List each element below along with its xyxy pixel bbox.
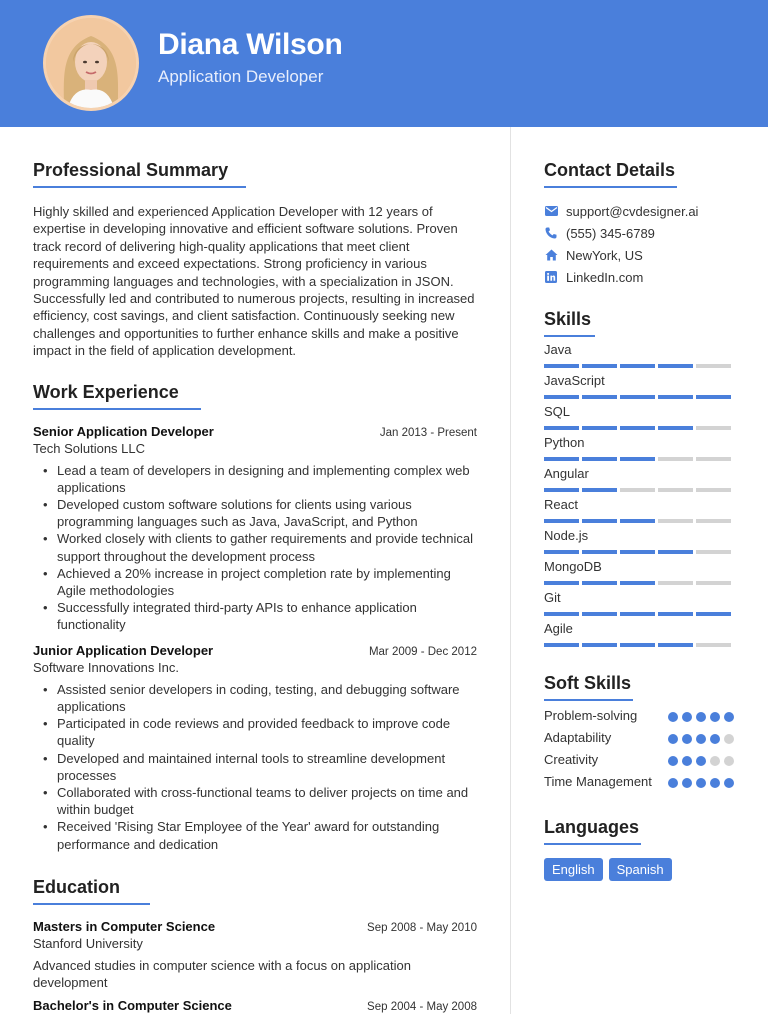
skill-level-bar	[544, 643, 733, 647]
skill-level-segment	[544, 426, 579, 430]
skill-level-segment	[582, 581, 617, 585]
soft-skill-row	[544, 751, 734, 769]
skills-heading: Skills	[544, 309, 595, 337]
skill-level-segment	[544, 643, 579, 647]
skill-level-segment	[658, 550, 693, 554]
skill-row	[544, 435, 734, 461]
skill-level-segment	[620, 395, 655, 399]
skill-row	[544, 404, 734, 430]
skill-level-segment	[658, 426, 693, 430]
bullet-item: • Lead a team of developers in designing and implementing complex web applications	[33, 462, 477, 496]
skill-level-segment	[620, 519, 655, 523]
rating-dot	[724, 756, 734, 766]
skill-level-segment	[620, 426, 655, 430]
skill-level-segment	[658, 519, 693, 523]
skill-level-segment	[582, 550, 617, 554]
soft-skill-row	[544, 707, 734, 725]
skill-level-bar	[544, 581, 733, 585]
candidate-name: Diana Wilson	[158, 28, 343, 61]
skill-name: MongoDB	[544, 559, 602, 574]
education-entry	[33, 998, 477, 1013]
soft-skill-name: Problem-solving	[544, 708, 638, 723]
skill-level-segment	[696, 612, 731, 616]
skill-level-bar	[544, 550, 733, 554]
skill-level-segment	[582, 364, 617, 368]
bullet-item: • Worked closely with clients to gather requirements and provide technical support throughout the development process	[33, 530, 477, 564]
languages-list	[544, 858, 734, 881]
skill-name: Node.js	[544, 528, 589, 543]
skill-level-segment	[620, 581, 655, 585]
job-date: Jan 2013 - Present	[379, 426, 477, 439]
skill-name: Git	[544, 590, 561, 605]
rating-dot	[696, 712, 706, 722]
skill-level-segment	[658, 612, 693, 616]
rating-dot	[682, 756, 692, 766]
rating-dot	[696, 756, 706, 766]
skill-level-segment	[658, 364, 693, 368]
skill-level-segment	[544, 364, 579, 368]
rating-dot	[682, 712, 692, 722]
contact-linkedin[interactable]	[544, 266, 734, 288]
phone-icon	[544, 226, 558, 240]
experience-heading: Work Experience	[33, 382, 201, 410]
skill-row	[544, 621, 734, 647]
summary-heading: Professional Summary	[33, 160, 246, 188]
language-tag: English	[544, 858, 603, 881]
skill-level-segment	[658, 457, 693, 461]
skill-level-segment	[658, 643, 693, 647]
skill-level-segment	[620, 364, 655, 368]
soft-skills-heading: Soft Skills	[544, 673, 633, 701]
soft-skill-row	[544, 729, 734, 747]
degree-title: Bachelor's in Computer Science	[33, 997, 232, 1013]
skill-level-segment	[658, 395, 693, 399]
skill-level-segment	[544, 550, 579, 554]
rating-dot	[696, 778, 706, 788]
skill-level-segment	[582, 426, 617, 430]
bullet-item: • Received 'Rising Star Employee of the Year' award for outstanding performance and dedication	[33, 818, 477, 852]
degree-title: Masters in Computer Science	[33, 918, 216, 934]
soft-skill-name: Time Management	[544, 774, 652, 789]
job-entry	[33, 424, 477, 634]
skill-level-bar	[544, 395, 733, 399]
skill-row	[544, 466, 734, 492]
header-banner	[0, 0, 768, 127]
skill-level-segment	[582, 643, 617, 647]
skill-level-bar	[544, 519, 733, 523]
job-title: Senior Application Developer	[33, 423, 214, 439]
skill-row	[544, 342, 734, 368]
skill-level-segment	[658, 581, 693, 585]
education-date: Sep 2004 - May 2008	[367, 1000, 477, 1013]
skill-level-segment	[544, 519, 579, 523]
bullet-item: • Participated in code reviews and provided feedback to improve code quality	[33, 715, 477, 749]
skill-level-segment	[582, 395, 617, 399]
rating-dot	[682, 734, 692, 744]
candidate-role: Application Developer	[158, 67, 324, 86]
skill-level-segment	[696, 364, 731, 368]
job-company: Software Innovations Inc.	[33, 659, 179, 675]
skill-level-segment	[544, 457, 579, 461]
rating-dot	[668, 778, 678, 788]
soft-skill-rating	[668, 734, 734, 744]
home-icon	[544, 248, 558, 262]
job-title: Junior Application Developer	[33, 642, 214, 658]
rating-dot	[668, 756, 678, 766]
bullet-item: • Collaborated with cross-functional teams to deliver projects on time and within budget	[33, 784, 477, 818]
education-description: Advanced studies in computer science with a focus on application development	[33, 957, 411, 991]
skill-level-segment	[582, 457, 617, 461]
contact-location	[544, 244, 734, 266]
skill-level-segment	[582, 612, 617, 616]
bullet-item: • Assisted senior developers in coding, testing, and debugging software applications	[33, 681, 477, 715]
skill-level-segment	[696, 457, 731, 461]
skill-name: Python	[544, 435, 585, 450]
soft-skill-rating	[668, 756, 734, 766]
skill-row	[544, 559, 734, 585]
soft-skill-row	[544, 773, 734, 791]
rating-dot	[724, 778, 734, 788]
skill-level-segment	[544, 395, 579, 399]
soft-skills-list	[544, 707, 734, 791]
bullet-item: • Achieved a 20% increase in project completion rate by implementing Agile methodologies	[33, 565, 477, 599]
skill-level-segment	[696, 643, 731, 647]
skill-level-segment	[696, 426, 731, 430]
soft-skill-rating	[668, 712, 734, 722]
soft-skill-rating	[668, 778, 734, 788]
soft-skill-name: Creativity	[544, 752, 599, 767]
rating-dot	[710, 712, 720, 722]
main-column	[33, 160, 477, 1013]
job-entry	[33, 643, 477, 853]
language-tag: Spanish	[609, 858, 672, 881]
rating-dot	[710, 778, 720, 788]
skill-name: React	[544, 497, 578, 512]
skill-row	[544, 528, 734, 554]
skill-level-segment	[582, 488, 617, 492]
skill-name: Agile	[544, 621, 573, 636]
education-heading: Education	[33, 877, 150, 905]
job-company: Tech Solutions LLC	[33, 440, 146, 456]
contact-email[interactable]	[544, 200, 734, 222]
skill-row	[544, 497, 734, 523]
linkedin-icon	[544, 270, 558, 284]
skill-row	[544, 590, 734, 616]
education-date: Sep 2008 - May 2010	[367, 921, 477, 934]
column-divider	[510, 127, 511, 1014]
skill-level-segment	[696, 581, 731, 585]
skill-level-bar	[544, 364, 733, 368]
school-name: Stanford University	[33, 935, 143, 951]
skill-row	[544, 373, 734, 399]
skill-level-segment	[544, 612, 579, 616]
contact-heading: Contact Details	[544, 160, 677, 188]
rating-dot	[724, 712, 734, 722]
contact-phone[interactable]	[544, 222, 734, 244]
skill-level-segment	[620, 612, 655, 616]
skill-name: JavaScript	[544, 373, 605, 388]
skill-level-segment	[696, 395, 731, 399]
profile-photo	[43, 15, 139, 111]
skill-name: Angular	[544, 466, 589, 481]
skill-level-bar	[544, 488, 733, 492]
sidebar-column	[544, 160, 734, 881]
rating-dot	[710, 734, 720, 744]
skill-level-segment	[658, 488, 693, 492]
skill-level-segment	[544, 488, 579, 492]
skill-level-segment	[582, 519, 617, 523]
contact-list	[544, 200, 734, 288]
contact-email-text: support@cvdesigner.ai	[566, 203, 699, 219]
skill-level-segment	[620, 457, 655, 461]
skills-list	[544, 342, 734, 647]
contact-location-text: NewYork, US	[566, 247, 643, 263]
skill-level-segment	[544, 581, 579, 585]
skill-level-segment	[696, 488, 731, 492]
job-bullets	[33, 462, 477, 634]
skill-level-bar	[544, 426, 733, 430]
skill-name: Java	[544, 342, 572, 357]
skill-level-segment	[620, 643, 655, 647]
soft-skill-name: Adaptability	[544, 730, 612, 745]
bullet-item: • Successfully integrated third-party APIs to enhance application functionality	[33, 599, 477, 633]
rating-dot	[710, 756, 720, 766]
bullet-item: • Developed custom software solutions for clients using various programming languages such as Java, JavaScript, and Python	[33, 496, 477, 530]
skill-level-bar	[544, 612, 733, 616]
skill-level-bar	[544, 457, 733, 461]
skill-name: SQL	[544, 404, 571, 419]
job-date: Mar 2009 - Dec 2012	[368, 645, 477, 658]
rating-dot	[668, 712, 678, 722]
languages-heading: Languages	[544, 817, 641, 845]
summary-text: Highly skilled and experienced Application Developer with 12 years of expertise in developing innovative and efficient software solutions. Proven track record of delivering high-quality applications that meet client requirements and exceed expectations. Strong proficiency in various programming languages and technologies, with a specialization in JSON. Successfully led and contributed to numerous projects, resulting in increased efficiency, cost savings, and client satisfaction. Continuously seeking new challenges and opportunities to further enhance skills and make a positive impact in the field of application development.	[33, 204, 475, 359]
rating-dot	[724, 734, 734, 744]
skill-level-segment	[696, 550, 731, 554]
skill-level-segment	[696, 519, 731, 523]
education-entry	[33, 919, 477, 992]
contact-linkedin-text: LinkedIn.com	[566, 269, 644, 285]
contact-phone-text: (555) 345-6789	[566, 225, 655, 241]
skill-level-segment	[620, 488, 655, 492]
bullet-item: • Developed and maintained internal tools to streamline development processes	[33, 750, 477, 784]
rating-dot	[668, 734, 678, 744]
skill-level-segment	[620, 550, 655, 554]
rating-dot	[682, 778, 692, 788]
rating-dot	[696, 734, 706, 744]
job-bullets	[33, 681, 477, 853]
envelope-icon	[544, 204, 558, 218]
